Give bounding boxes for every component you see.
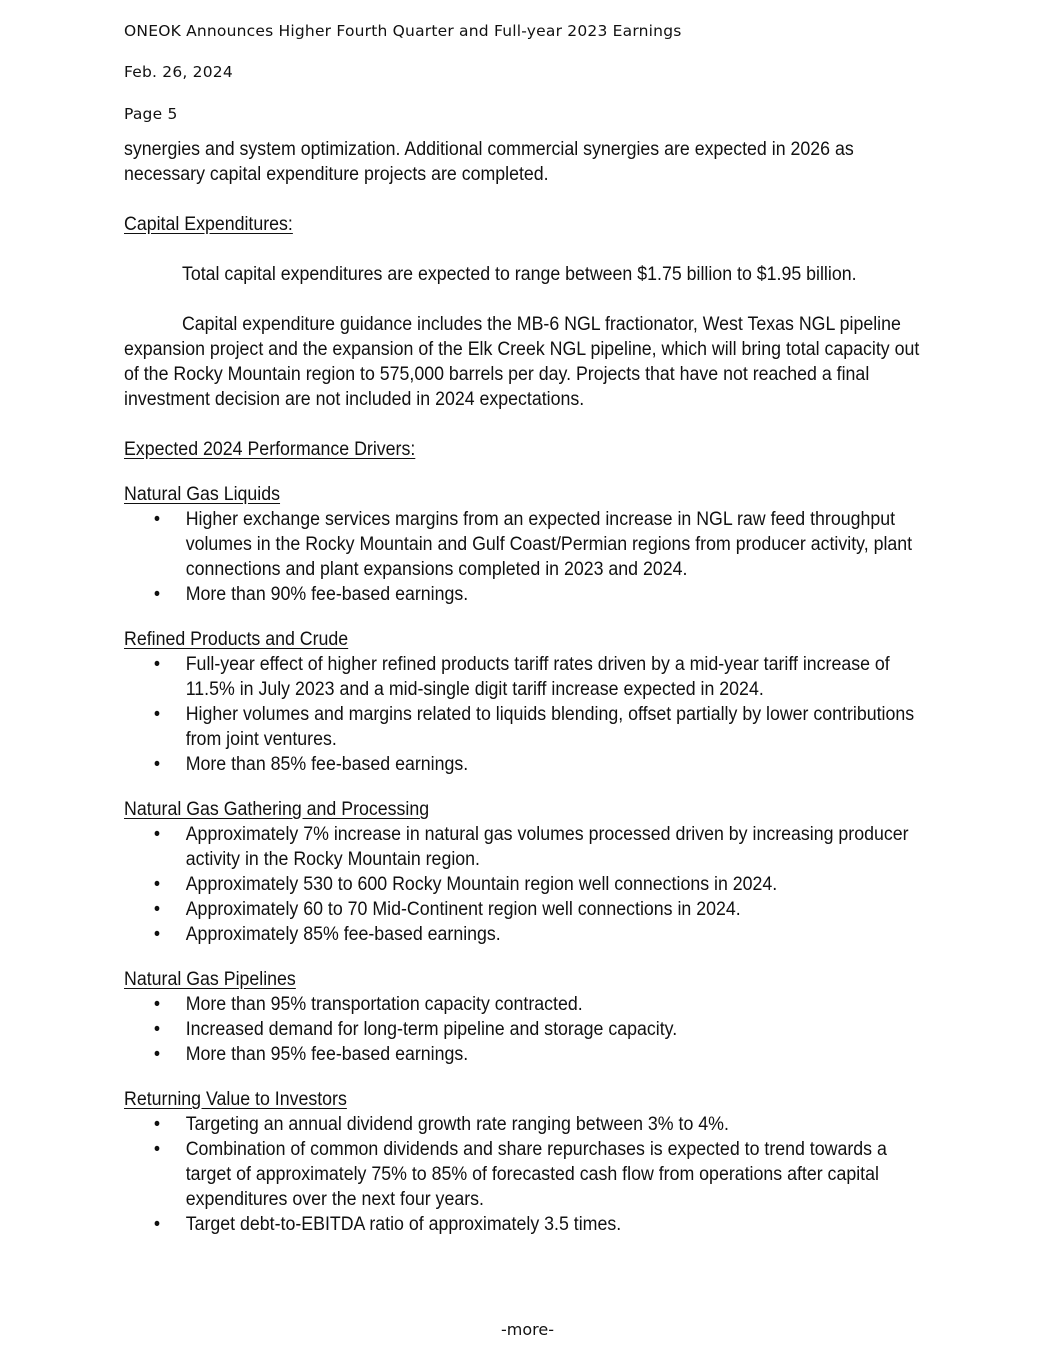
section-heading-natural-gas-pipelines: Natural Gas Pipelines (124, 969, 296, 990)
capex-heading: Capital Expenditures: (124, 214, 293, 235)
driver-sections (124, 482, 934, 1237)
intro-paragraph: synergies and system optimization. Additional commercial synergies are expected in 2026 as necessary capital expenditure projects are completed. (124, 139, 854, 185)
bullet-icon: • (153, 509, 161, 530)
bullet-icon: • (153, 824, 161, 845)
list-item (124, 752, 934, 777)
capex-range-paragraph: Total capital expenditures are expected to range between $1.75 billion to $1.95 billion. (181, 264, 857, 285)
list-item-text: More than 95% transportation capacity contracted. (185, 994, 583, 1015)
bullet-list-returning-value-to-investors (124, 1112, 934, 1237)
list-item-text: Approximately 85% fee-based earnings. (185, 924, 501, 945)
section-heading-refined-products-and-crude: Refined Products and Crude (124, 629, 349, 650)
list-item (124, 702, 934, 752)
list-item (124, 652, 934, 702)
bullet-list-natural-gas-liquids (124, 507, 934, 607)
list-item (124, 1112, 934, 1137)
page-number: Page 5 (124, 105, 178, 123)
list-item-text: Approximately 7% increase in natural gas volumes processed driven by increasing producer activity in the Rocky Mountain region. (185, 824, 909, 870)
bullet-icon: • (153, 1044, 161, 1065)
bullet-icon: • (153, 994, 161, 1015)
list-item-text: Approximately 60 to 70 Mid-Continent region well connections in 2024. (185, 899, 741, 920)
list-item-text: Increased demand for long-term pipeline and storage capacity. (185, 1019, 678, 1040)
section-heading-natural-gas-gathering-and-processing: Natural Gas Gathering and Processing (124, 799, 430, 820)
bullet-icon: • (153, 704, 161, 725)
bullet-list-natural-gas-pipelines (124, 992, 934, 1067)
bullet-icon: • (153, 584, 161, 605)
drivers-heading: Expected 2024 Performance Drivers: (124, 439, 416, 460)
bullet-icon: • (153, 654, 161, 675)
section-heading-natural-gas-liquids: Natural Gas Liquids (124, 484, 281, 505)
list-item (124, 922, 934, 947)
bullet-icon: • (153, 754, 161, 775)
bullet-icon: • (153, 899, 161, 920)
list-item-text: Approximately 530 to 600 Rocky Mountain region well connections in 2024. (185, 874, 778, 895)
bullet-icon: • (153, 874, 161, 895)
list-item (124, 872, 934, 897)
list-item (124, 822, 934, 872)
list-item (124, 1137, 934, 1212)
document-title: ONEOK Announces Higher Fourth Quarter and Full-year 2023 Earnings (124, 22, 682, 40)
list-item (124, 582, 934, 607)
list-item (124, 1212, 934, 1237)
list-item (124, 992, 934, 1017)
document-date: Feb. 26, 2024 (124, 63, 233, 81)
list-item (124, 1017, 934, 1042)
bullet-list-natural-gas-gathering-and-processing (124, 822, 934, 947)
list-item-text: Combination of common dividends and share repurchases is expected to trend towards a target of approximately 75% to 85% of forecasted cash flow from operations after capital expenditures over the next four years. (185, 1139, 887, 1210)
bullet-icon: • (153, 1214, 161, 1235)
list-item-text: More than 95% fee-based earnings. (185, 1044, 469, 1065)
bullet-icon: • (153, 1139, 161, 1160)
list-item (124, 897, 934, 922)
list-item-text: Full-year effect of higher refined products tariff rates driven by a mid-year tariff increase of 11.5% in July 2023 and a mid-single digit tariff increase expected in 2024. (185, 654, 890, 700)
bullet-icon: • (153, 1019, 161, 1040)
list-item-text: Higher exchange services margins from an expected increase in NGL raw feed throughput volumes in the Rocky Mountain and Gulf Coast/Permian regions from producer activity, plant connections and plant expansions completed in 2023 and 2024. (185, 509, 913, 580)
list-item (124, 507, 934, 582)
section-heading-returning-value-to-investors: Returning Value to Investors (124, 1089, 347, 1110)
capex-guidance-paragraph: Capital expenditure guidance includes the MB-6 NGL fractionator, West Texas NGL pipeline expansion project and the expansion of the Elk Creek NGL pipeline, which will bring total capacity out of the Rocky Mountain region to 575,000 barrels per day. Projects that have not reached a final investment decision are not included in 2024 expectations. (124, 314, 920, 410)
list-item-text: Higher volumes and margins related to liquids blending, offset partially by lower contributions from joint ventures. (185, 704, 915, 750)
bullet-icon: • (153, 1114, 161, 1135)
document-body (124, 137, 934, 1237)
list-item (124, 1042, 934, 1067)
list-item-text: More than 90% fee-based earnings. (185, 584, 469, 605)
list-item-text: Target debt-to-EBITDA ratio of approximately 3.5 times. (185, 1214, 622, 1235)
footer-more: -more- (501, 1320, 554, 1339)
bullet-list-refined-products-and-crude (124, 652, 934, 777)
list-item-text: Targeting an annual dividend growth rate ranging between 3% to 4%. (185, 1114, 729, 1135)
bullet-icon: • (153, 924, 161, 945)
list-item-text: More than 85% fee-based earnings. (185, 754, 469, 775)
